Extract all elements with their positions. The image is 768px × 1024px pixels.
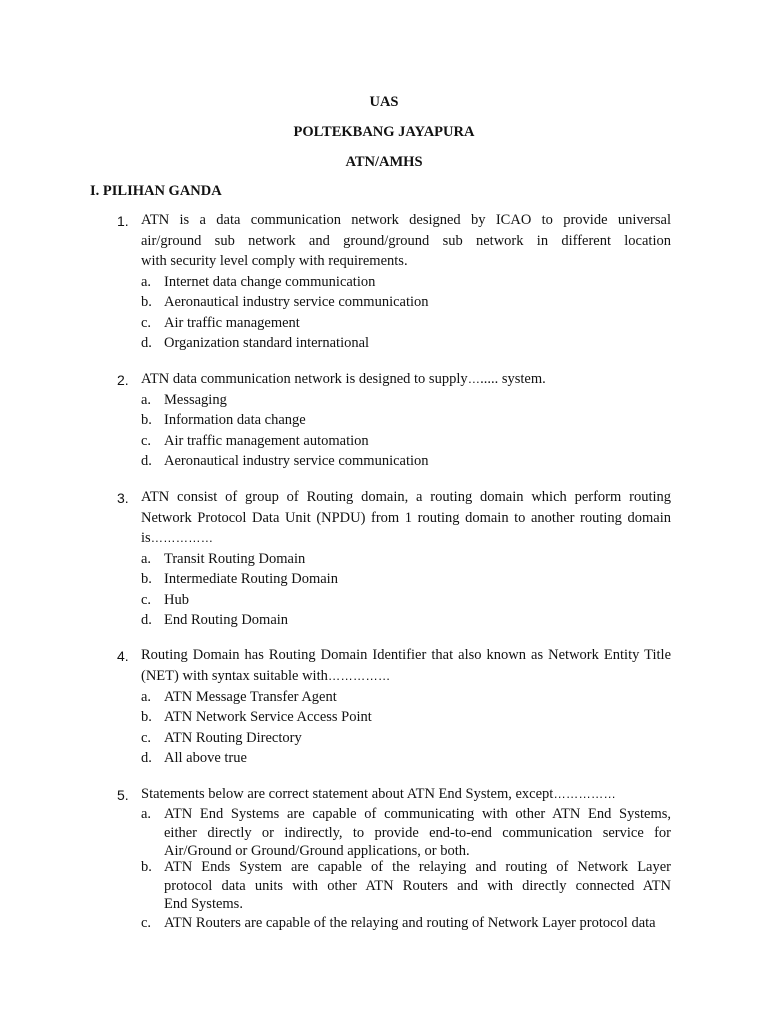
option-letter: c. bbox=[141, 915, 152, 931]
answer-blank: …………… bbox=[327, 669, 391, 683]
answer-blank: … bbox=[467, 372, 481, 386]
option-text: Air traffic management automation bbox=[164, 433, 369, 449]
exam-title: UAS bbox=[369, 94, 399, 110]
option-text: End Routing Domain bbox=[164, 612, 289, 628]
option-letter: b. bbox=[141, 709, 152, 725]
option-text: Air traffic management bbox=[164, 315, 300, 331]
option-letter: d. bbox=[141, 750, 152, 766]
option-letter: c. bbox=[141, 433, 152, 449]
question-text: with security level comply with requirements. bbox=[141, 253, 408, 269]
option-text: protocol data units with other ATN Routers and with directly connected ATN bbox=[164, 878, 671, 894]
question-text: air/ground sub network and ground/ground sub network in different location bbox=[141, 233, 671, 249]
question-number: 3. bbox=[117, 490, 129, 506]
option-letter: b. bbox=[141, 571, 152, 587]
question-text-part: (NET) with syntax suitable with bbox=[141, 668, 328, 684]
option-letter: d. bbox=[141, 453, 152, 469]
option-text: All above true bbox=[164, 750, 247, 766]
option-text: either directly or indirectly, to provide end-to-end communication service for bbox=[164, 825, 671, 841]
option-text: ATN Ends System are capable of the relaying and routing of Network Layer bbox=[164, 859, 671, 875]
question-text: ATN consist of group of Routing domain, a routing domain which perform routing bbox=[141, 489, 671, 505]
question-text bbox=[141, 668, 671, 685]
option-text: Organization standard international bbox=[164, 335, 370, 351]
option-letter: a. bbox=[141, 806, 152, 822]
question-text: Routing Domain has Routing Domain Identifier that also known as Network Entity Title bbox=[141, 647, 671, 663]
option-letter: b. bbox=[141, 412, 152, 428]
question-text: ATN is a data communication network designed by ICAO to provide universal bbox=[141, 212, 671, 228]
option-text: ATN Routing Directory bbox=[164, 730, 302, 746]
section-title: I. PILIHAN GANDA bbox=[90, 183, 222, 199]
option-letter: b. bbox=[141, 859, 152, 875]
option-text: ATN Network Service Access Point bbox=[164, 709, 372, 725]
question-number: 4. bbox=[117, 648, 129, 664]
option-text: ATN End Systems are capable of communicating with other ATN End Systems, bbox=[164, 806, 671, 822]
option-text: End Systems. bbox=[164, 896, 243, 912]
answer-blank: …………… bbox=[553, 787, 616, 801]
course-name: ATN/AMHS bbox=[345, 154, 423, 170]
question-text bbox=[141, 530, 671, 547]
institution-name: POLTEKBANG JAYAPURA bbox=[293, 124, 475, 140]
question-text-part: is bbox=[141, 530, 151, 546]
option-letter: c. bbox=[141, 730, 152, 746]
question-number: 1. bbox=[117, 213, 129, 229]
option-text: Air/Ground or Ground/Ground applications, or both. bbox=[164, 843, 470, 859]
option-letter: a. bbox=[141, 551, 152, 567]
option-text: Hub bbox=[164, 592, 189, 608]
question-text-suffix: ..... system. bbox=[480, 371, 546, 387]
option-text: Messaging bbox=[164, 392, 227, 408]
option-text: Internet data change communication bbox=[164, 274, 376, 290]
option-letter: b. bbox=[141, 294, 152, 310]
question-number: 2. bbox=[117, 372, 129, 388]
option-text: Transit Routing Domain bbox=[164, 551, 306, 567]
question-text-part: Statements below are correct statement about ATN End System, except bbox=[141, 786, 554, 802]
option-text: ATN Routers are capable of the relaying and routing of Network Layer protocol data bbox=[164, 915, 656, 931]
option-letter: d. bbox=[141, 335, 152, 351]
option-letter: a. bbox=[141, 689, 152, 705]
question-number: 5. bbox=[117, 787, 129, 803]
option-text: Intermediate Routing Domain bbox=[164, 571, 338, 587]
option-letter: a. bbox=[141, 274, 152, 290]
option-letter: a. bbox=[141, 392, 152, 408]
option-letter: c. bbox=[141, 315, 152, 331]
option-text: Information data change bbox=[164, 412, 306, 428]
question-text bbox=[141, 371, 671, 388]
question-text: Network Protocol Data Unit (NPDU) from 1 routing domain to another routing domain bbox=[141, 510, 671, 526]
question-text-part: ATN data communication network is designed to supply bbox=[141, 371, 468, 387]
option-text: Aeronautical industry service communication bbox=[164, 294, 429, 310]
question-text bbox=[141, 786, 671, 803]
option-text: Aeronautical industry service communication bbox=[164, 453, 429, 469]
option-letter: c. bbox=[141, 592, 152, 608]
option-letter: d. bbox=[141, 612, 152, 628]
option-text: ATN Message Transfer Agent bbox=[164, 689, 337, 705]
answer-blank: …………… bbox=[150, 531, 214, 545]
